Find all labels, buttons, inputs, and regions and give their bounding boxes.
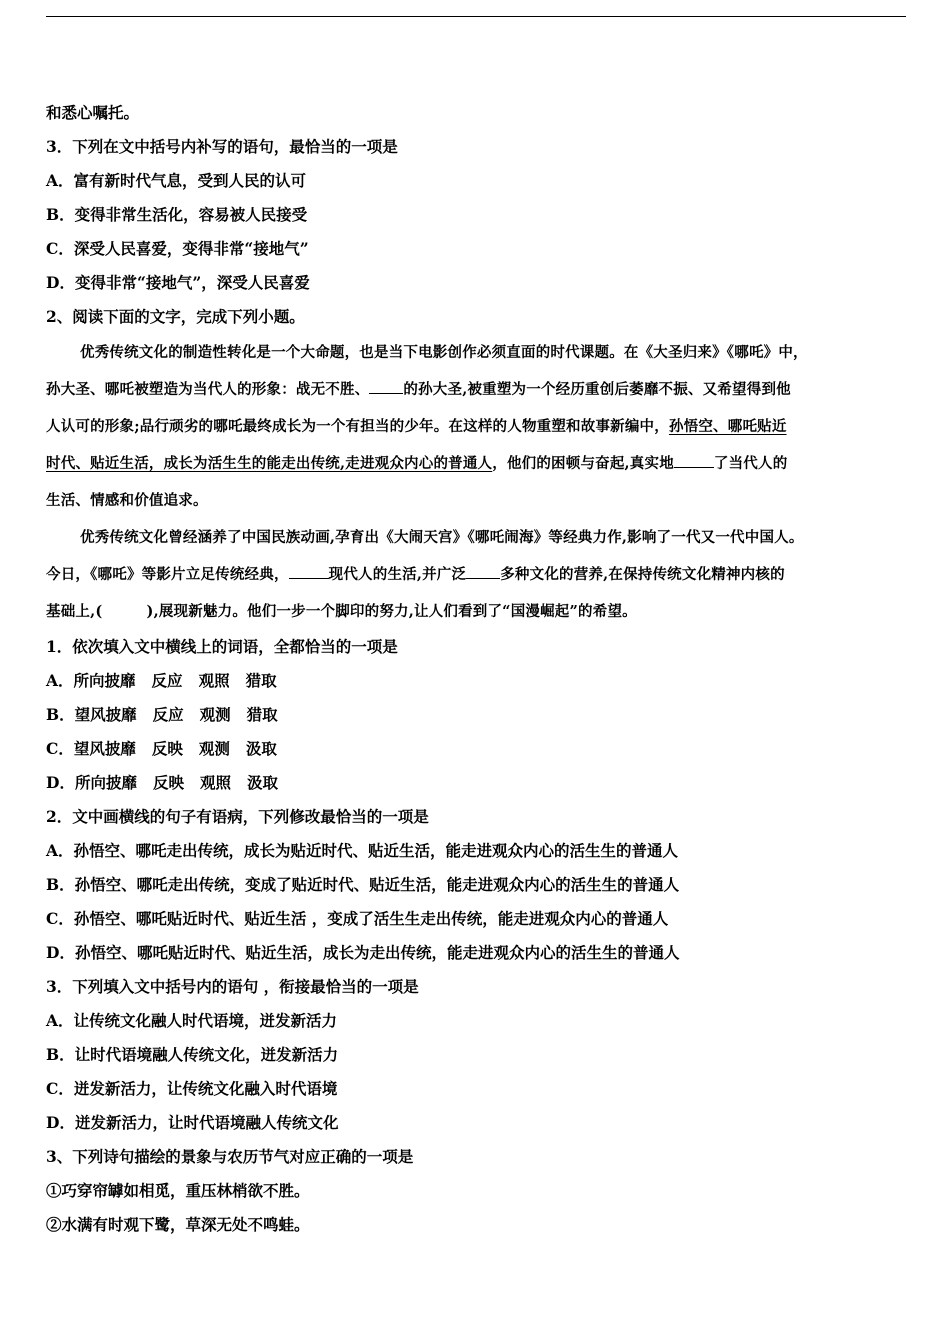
section-3 [46,1140,916,1242]
option-word: 观测 [198,739,230,758]
option-d: D．变得非常“接地气”，深受人民喜爱 [46,273,310,292]
option-word: 观照 [198,671,230,690]
section-2-title: 2、阅读下面的文字，完成下列小题。 [46,307,305,326]
question-2 [46,800,916,970]
underlined-sentence: 孙悟空、哪吒贴近 [668,418,787,435]
continuation-line: 和悉心嘱托。 [46,103,140,122]
question-3-previous [46,130,916,300]
passage-paragraph-2 [46,519,916,630]
option-b: B．让时代语境融人传统文化，迸发新活力 [46,1045,339,1064]
passage-text: 今日，《哪吒》等影片立足传统经典， [46,566,289,583]
question-stem: 3．下列在文中括号内补写的语句，最恰当的一项是 [46,137,398,156]
document-body [46,96,916,1242]
reading-passage [46,334,916,630]
question-stem: 3．下列填入文中括号内的语句 ，衔接最恰当的一项是 [46,977,419,996]
option-key: B． [46,705,75,724]
passage-text: 的孙大圣,被重塑为一个经历重创后萎靡不振、又希望得到他 [403,381,791,398]
section-3-title: 3、下列诗句描绘的景象与农历节气对应正确的一项是 [46,1147,414,1166]
question-stem: 2．文中画横线的句子有语病，下列修改最恰当的一项是 [46,807,429,826]
fill-blank-1 [369,379,403,394]
option-word: 反映 [151,739,183,758]
passage-text: 孙大圣、哪吒被塑造为当代人的形象：战无不胜、 [46,381,370,398]
option-word: 汲取 [247,773,279,792]
question-1 [46,630,916,800]
passage-text: 现代人的生活,并广泛 [328,566,467,583]
option-b [46,698,916,732]
option-word: 望风披靡 [74,705,137,724]
option-b: B．孙悟空、哪吒走出传统，变成了贴近时代、贴近生活，能走进观众内心的活生生的普通人 [46,875,680,894]
passage-text: 人认可的形象;品行顽劣的哪吒最终成长为一个有担当的少年。在这样的人物重塑和故事新编中， [46,418,669,435]
option-word: 所向披靡 [74,773,137,792]
option-d: D．孙悟空、哪吒贴近时代、贴近生活，成长为走出传统，能走进观众内心的活生生的普通人 [46,943,680,962]
option-word: 反应 [151,671,183,690]
passage-line [46,408,916,445]
passage-text: ，他们的困顿与奋起,真实地 [492,455,674,472]
option-key: C． [46,739,74,758]
option-word: 猎取 [245,671,277,690]
option-word: 反应 [152,705,184,724]
option-a: A．让传统文化融人时代语境，迸发新活力 [46,1011,338,1030]
option-d: D．迸发新活力，让时代语境融人传统文化 [46,1113,339,1132]
passage-text: 多种文化的营养,在保持传统文化精神内核的 [500,566,785,583]
option-a [46,664,916,698]
passage-line [46,445,916,482]
poem-line-2: ②水满有时观下鹭，草深无处不鸣蛙。 [46,1215,310,1234]
underlined-sentence: 时代、贴近生活，成长为活生生的能走出传统,走进观众内心的普通人 [46,455,493,472]
option-c: C．迸发新活力，让传统文化融入时代语境 [46,1079,338,1098]
option-a: A．孙悟空、哪吒走出传统，成长为贴近时代、贴近生活，能走进观众内心的活生生的普通人 [46,841,679,860]
passage-line: 基础上,( ),展现新魅力。他们一步一个脚印的努力,让人们看到了“国漫崛起”的希望。 [46,603,637,620]
option-word: 猎取 [246,705,278,724]
fill-blank-2 [674,453,714,468]
poem-line-1: ①巧穿帘罅如相觅，重压林梢欲不胜。 [46,1181,310,1200]
passage-line: 优秀传统文化曾经涵养了中国民族动画,孕育出《大闹天宫》《哪吒闹海》等经典力作,影响了一代又一代中国人。 [80,529,804,546]
passage-line: 优秀传统文化的制造性转化是一个大命题，也是当下电影创作必须直面的时代课题。在《大圣归来》《哪吒》中， [80,344,808,361]
option-word: 反映 [152,773,184,792]
passage-text: 了当代人的 [713,455,788,472]
passage-line [46,556,916,593]
option-c: C．孙悟空、哪吒贴近时代、贴近生活 ，变成了活生生走出传统，能走进观众内心的普通人 [46,909,669,928]
option-word: 所向披靡 [73,671,136,690]
option-key: A． [46,671,74,690]
fill-blank-3 [289,564,329,579]
passage-paragraph-1 [46,334,916,519]
header-rule [46,16,906,17]
passage-line [46,371,916,408]
fill-blank-4 [466,564,500,579]
option-c [46,732,916,766]
question-stem: 1．依次填入文中横线上的词语，全都恰当的一项是 [46,637,398,656]
passage-line: 生活、情感和价值追求。 [46,492,208,509]
option-word: 观照 [199,773,231,792]
option-a: A．富有新时代气息，受到人民的认可 [46,171,307,190]
question-3 [46,970,916,1140]
option-d [46,766,916,800]
option-word: 望风披靡 [73,739,136,758]
option-c: C．深受人民喜爱，变得非常“接地气” [46,239,309,258]
option-key: D． [46,773,75,792]
option-word: 观测 [199,705,231,724]
option-b: B．变得非常生活化，容易被人民接受 [46,205,308,224]
option-word: 汲取 [245,739,277,758]
